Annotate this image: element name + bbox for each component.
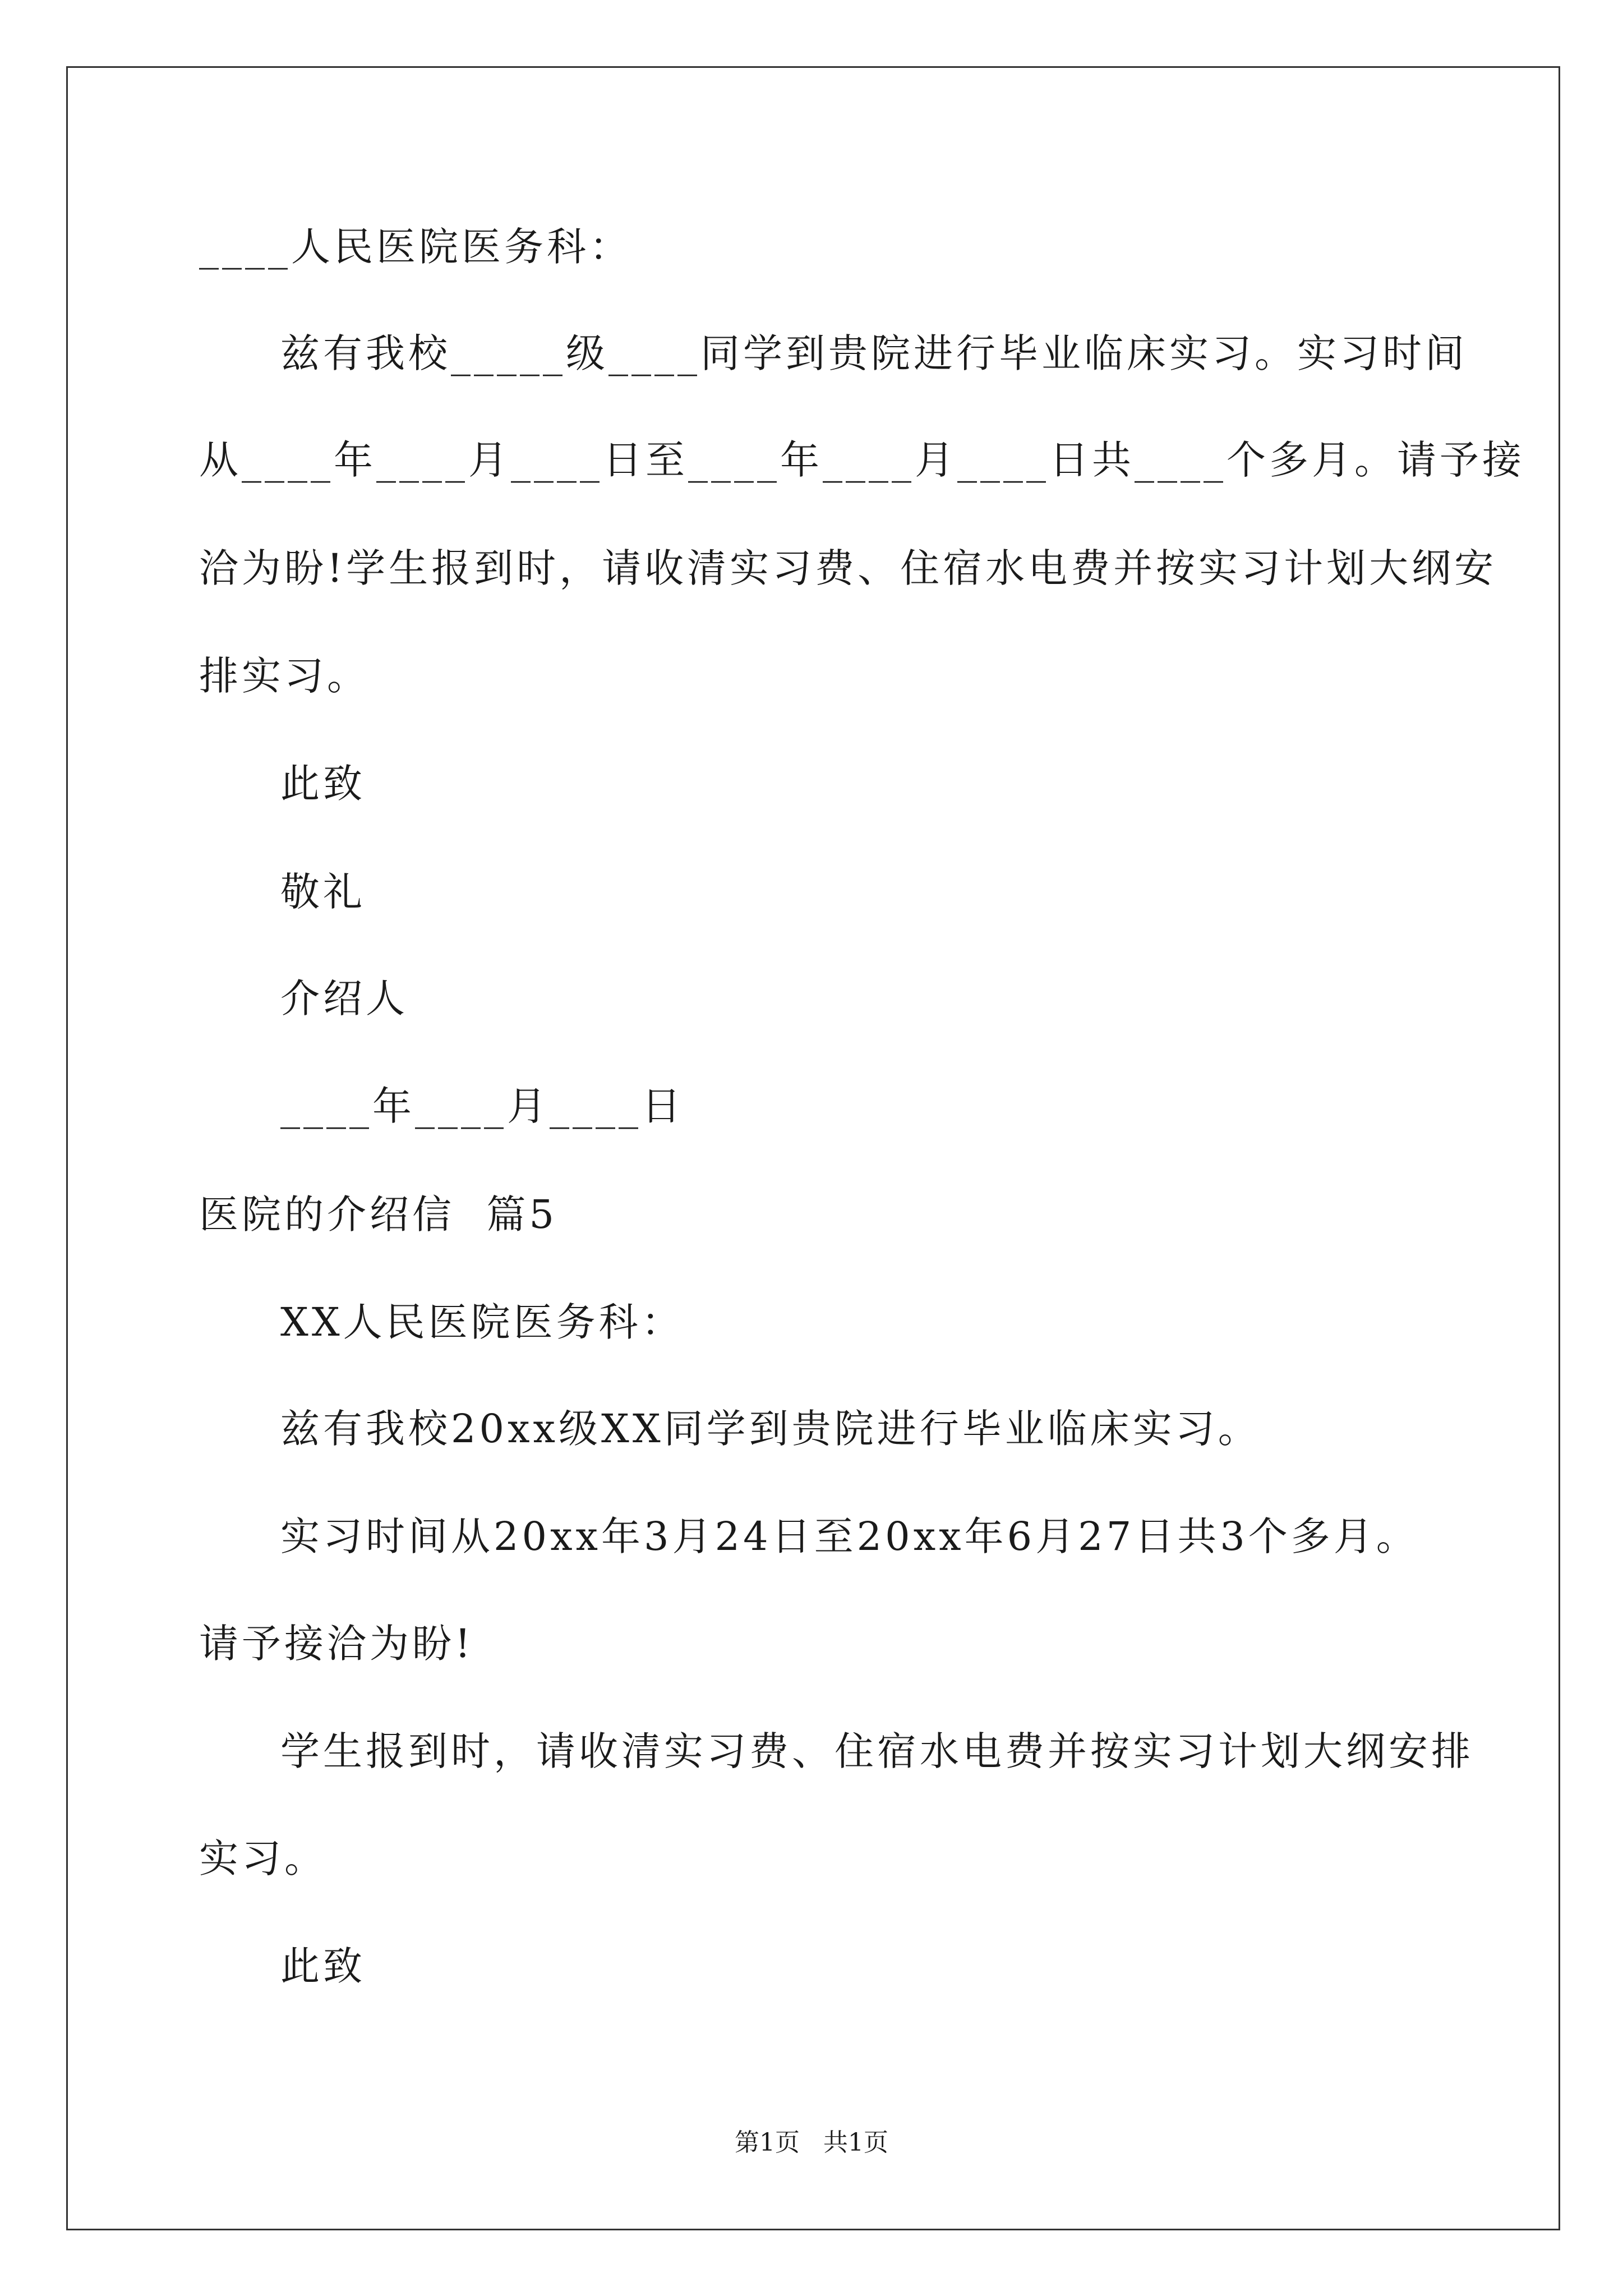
page-footer: 第1页 共1页 <box>735 2128 888 2157</box>
paragraph-line: 兹有我校_____级____同学到贵院进行毕业临床实习。实习时间 <box>280 330 1468 376</box>
closing-line: 此致 <box>280 1943 366 1989</box>
paragraph-line: 从____年____月____日至____年____月____日共____个多月。请予接 <box>199 437 1525 483</box>
paragraph-line: 学生报到时，请收清实习费、住宿水电费并按实习计划大纲安排 <box>280 1728 1474 1774</box>
date-line: ____年____月____日 <box>280 1083 684 1129</box>
paragraph-line: 实习时间从20xx年3月24日至20xx年6月27日共3个多月。 <box>280 1513 1419 1559</box>
paragraph-line: 请予接洽为盼! <box>199 1621 474 1667</box>
paragraph-line: 实习。 <box>199 1835 327 1881</box>
salutation-line: ____人民医院医务科： <box>199 224 632 270</box>
paragraph-line: 兹有我校20xx级XX同学到贵院进行毕业临床实习。 <box>280 1406 1261 1452</box>
paragraph-line: 排实习。 <box>199 653 370 699</box>
page-border <box>66 66 1560 2230</box>
section-title: 医院的介绍信 篇5 <box>199 1191 558 1237</box>
introducer-line: 介绍人 <box>280 976 408 1022</box>
closing-line: 此致 <box>280 761 366 807</box>
paragraph-line: 洽为盼!学生报到时，请收清实习费、住宿水电费并按实习计划大纲安 <box>199 545 1497 591</box>
salutation-line: XX人民医院医务科： <box>280 1299 684 1345</box>
regards-line: 敬礼 <box>280 869 366 915</box>
